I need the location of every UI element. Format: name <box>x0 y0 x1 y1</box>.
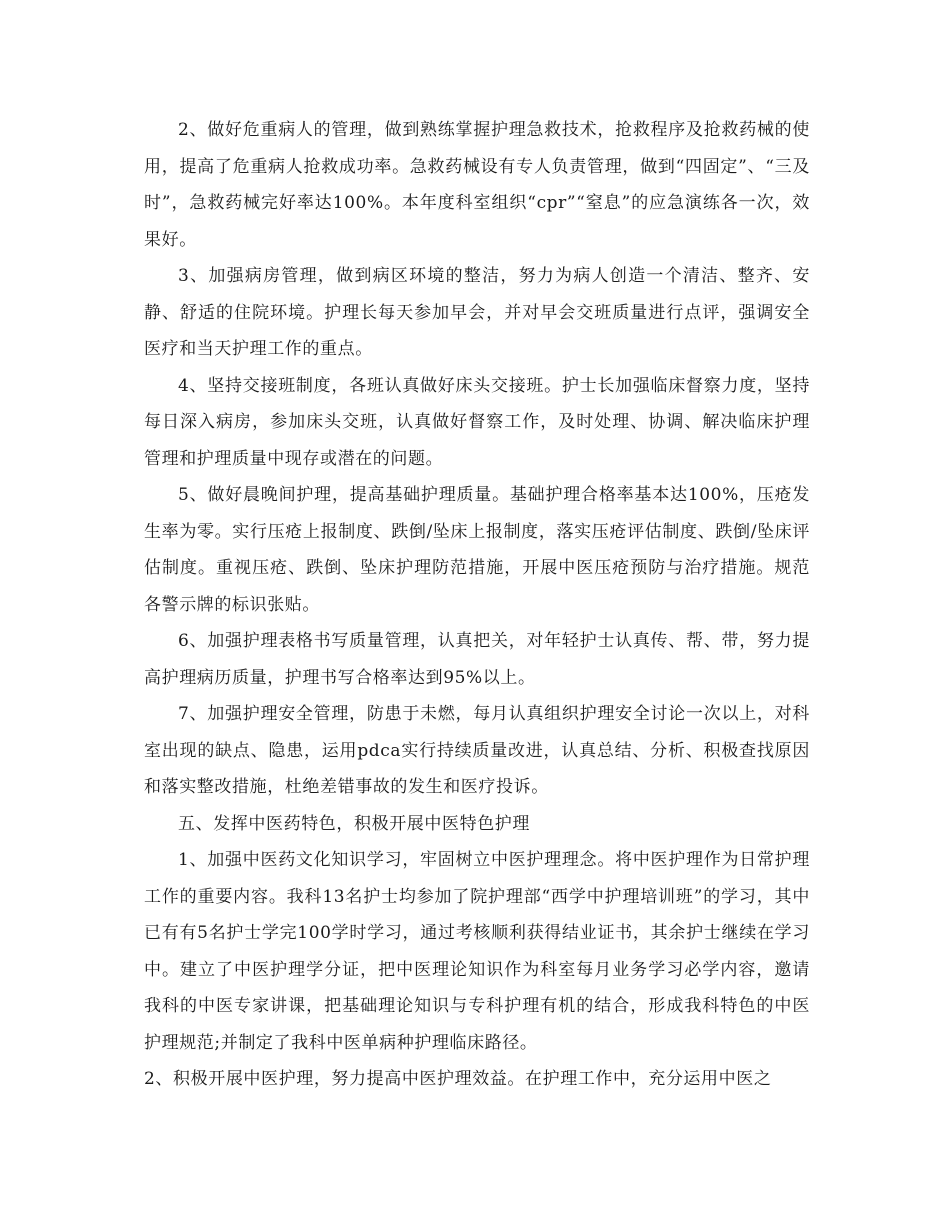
paragraph-shift-handover: 4、坚持交接班制度，各班认真做好床头交接班。护士长加强临床督察力度，坚持每日深入病房，参加床头交班，认真做好督察工作，及时处理、协调、解决临床护理管理和护理质量中现存或潜在的问题。 <box>144 375 810 469</box>
paragraph-tcm-practice: 2、积极开展中医护理，努力提高中医护理效益。在护理工作中，充分运用中医之 <box>144 1069 772 1089</box>
document-body <box>144 112 810 1098</box>
section-heading-tcm-nursing: 五、发挥中医药特色，积极开展中医特色护理 <box>178 813 530 834</box>
paragraph-basic-nursing: 5、做好晨晚间护理，提高基础护理质量。基础护理合格率基本达100%，压疮发生率为零。实行压疮上报制度、跌倒/坠床上报制度，落实压疮评估制度、跌倒/坠床评估制度。重视压疮、跌倒、坠床护理防范措施，开展中医压疮预防与治疗措施。规范各警示牌的标识张贴。 <box>144 485 810 615</box>
paragraph-nursing-records: 6、加强护理表格书写质量管理，认真把关，对年轻护士认真传、帮、带，努力提高护理病历质量，护理书写合格率达到95%以上。 <box>144 631 810 688</box>
paragraph-tcm-study: 1、加强中医药文化知识学习，牢固树立中医护理理念。将中医护理作为日常护理工作的重要内容。我科13名护士均参加了院护理部“西学中护理培训班”的学习，其中已有有5名护士学完100学时学习，通过考核顺利获得结业证书，其余护士继续在学习中。建立了中医护理学分证，把中医理论知识作为科室每月业务学习必学内容，邀请我科的中医专家讲课，把基础理论知识与专科护理有机的结合，形成我科特色的中医护理规范;并制定了我科中医单病种护理临床路径。 <box>144 850 810 1053</box>
paragraph-nursing-safety: 7、加强护理安全管理，防患于未燃，每月认真组织护理安全讨论一次以上，对科室出现的缺点、隐患，运用pdca实行持续质量改进，认真总结、分析、积极查找原因和落实整改措施，杜绝差错事故的发生和医疗投诉。 <box>144 704 810 797</box>
paragraph-emergency-management: 2、做好危重病人的管理，做到熟练掌握护理急救技术，抢救程序及抢救药械的使用，提高了危重病人抢救成功率。急救药械设有专人负责管理，做到“四固定”、“三及时”，急救药械完好率达100%。本年度科室组织“cpr”“窒息”的应急演练各一次，效果好。 <box>144 120 810 250</box>
paragraph-ward-management: 3、加强病房管理，做到病区环境的整洁，努力为病人创造一个清洁、整齐、安静、舒适的住院环境。护理长每天参加早会，并对早会交班质量进行点评，强调安全医疗和当天护理工作的重点。 <box>144 266 810 359</box>
